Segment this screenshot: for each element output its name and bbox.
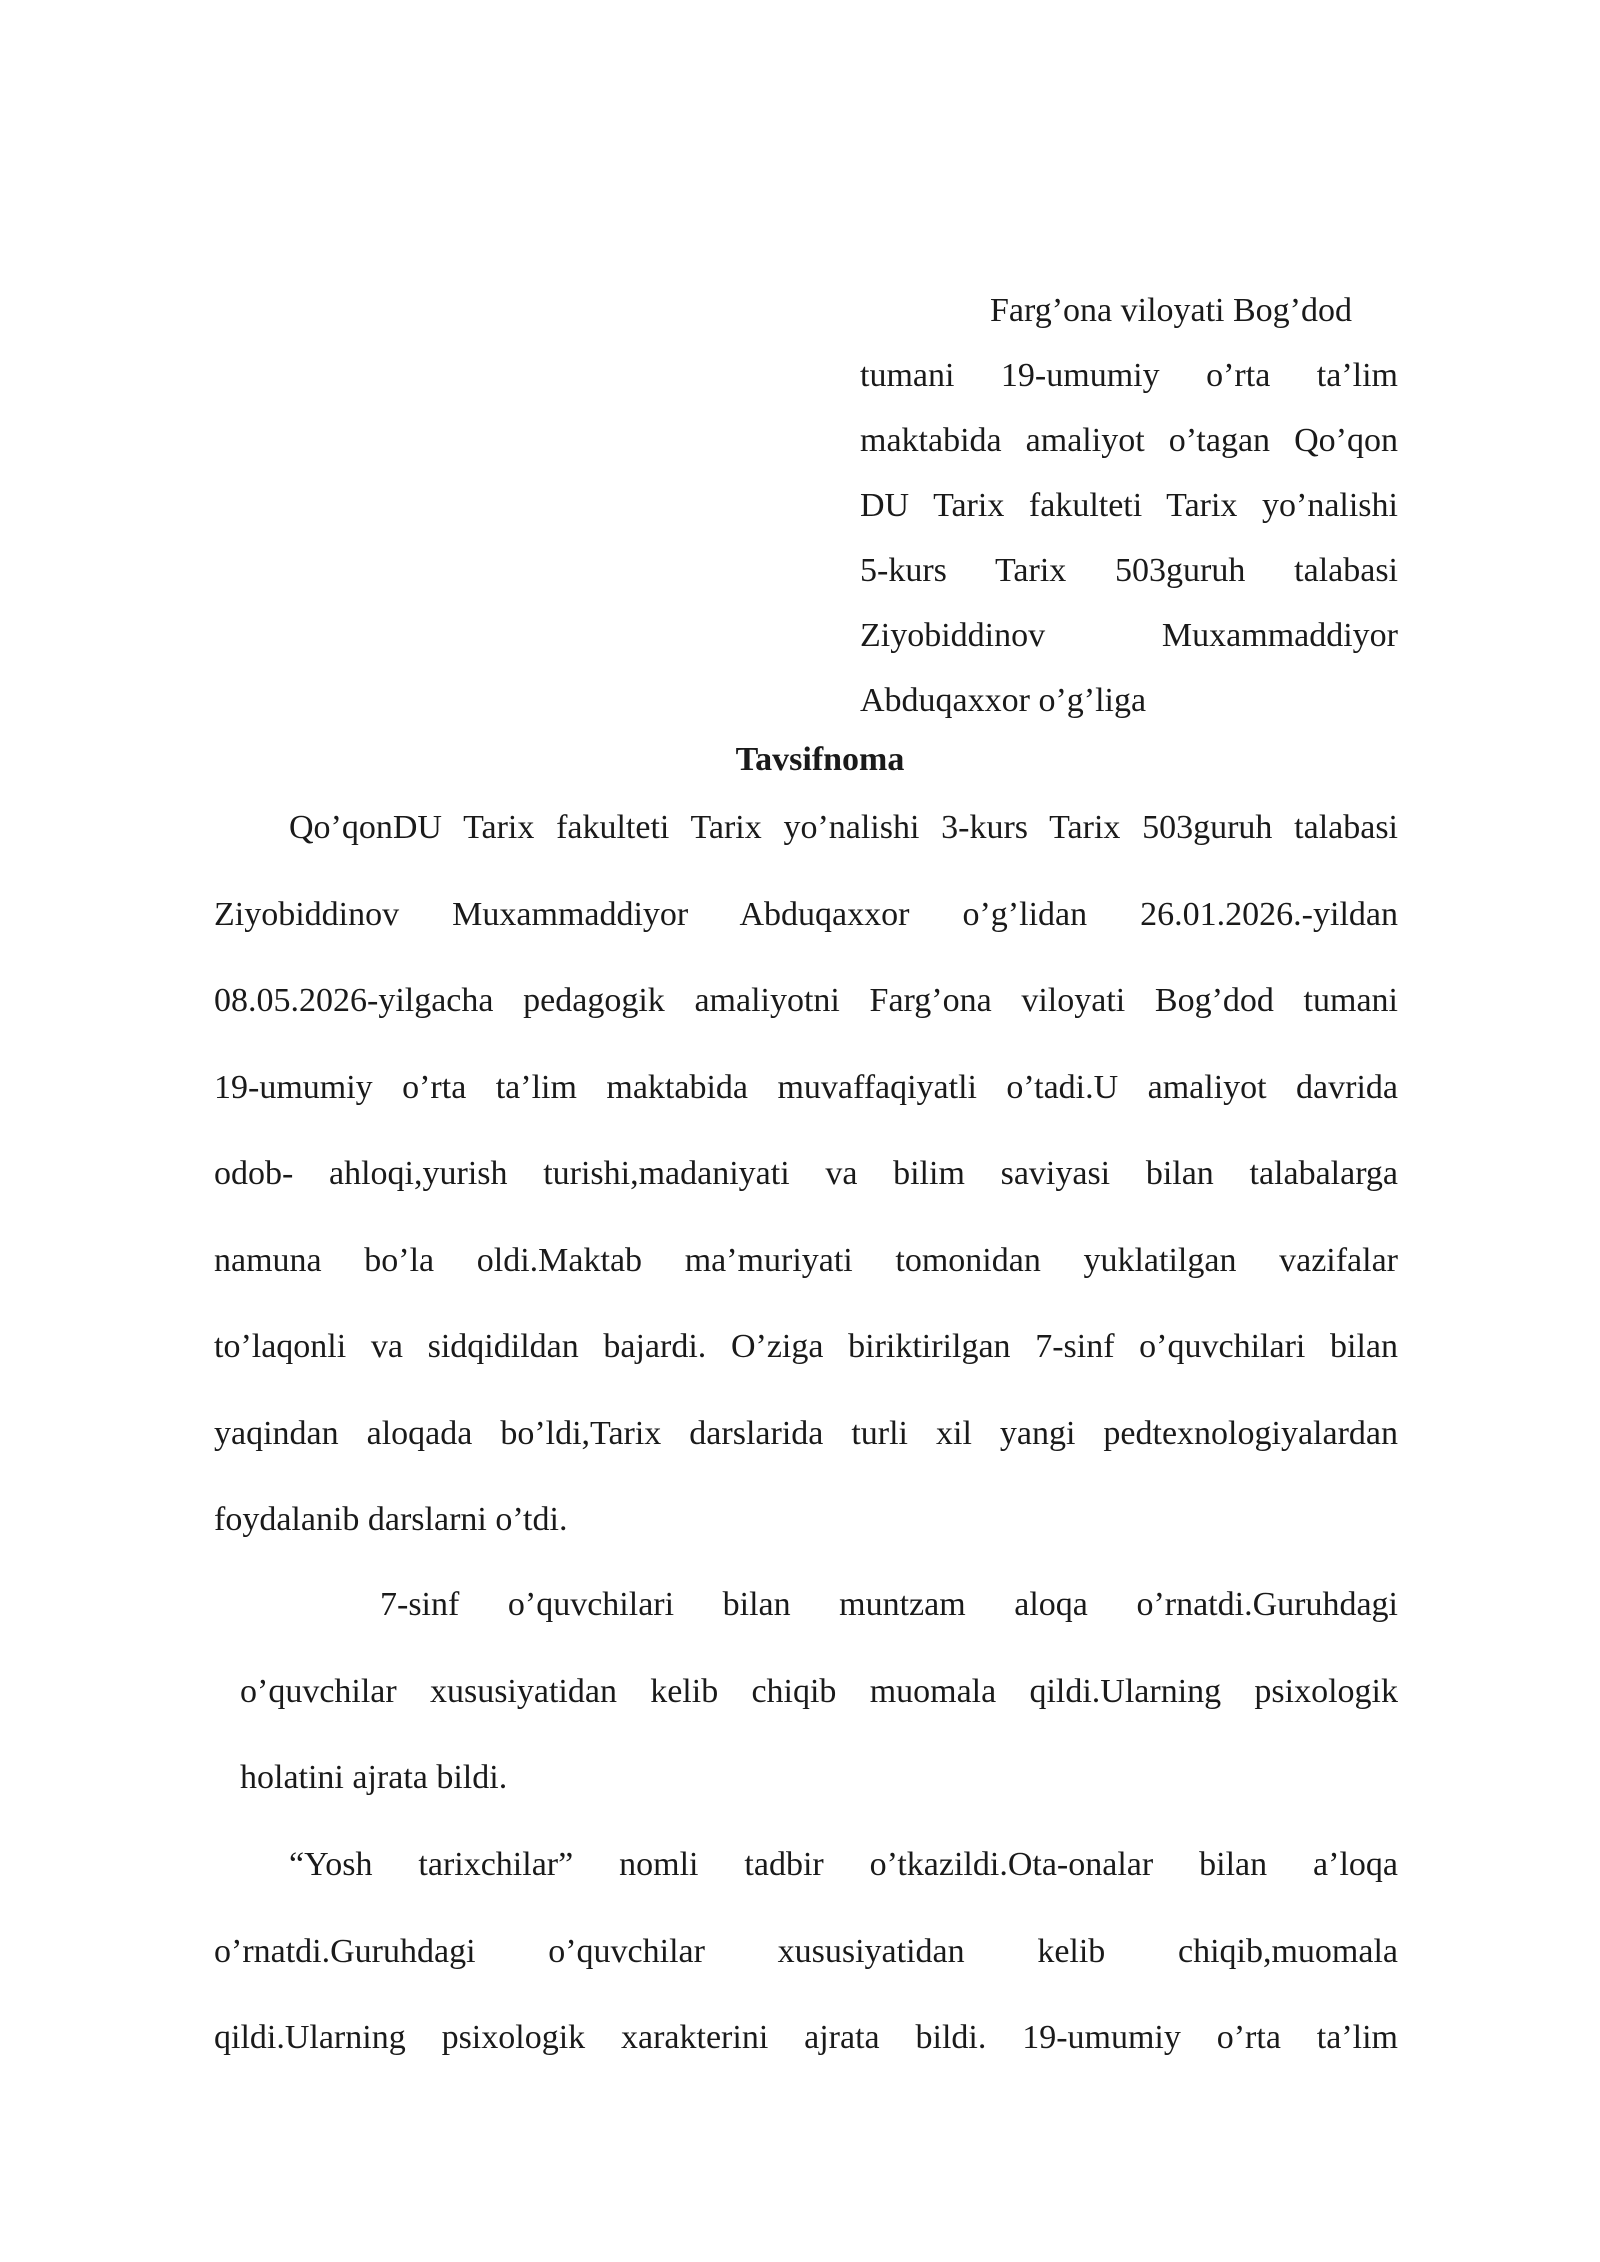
addressee-line: 5-kurs Tarix 503guruh talabasi xyxy=(860,552,1398,589)
paragraph-line: holatini ajrata bildi. xyxy=(240,1759,508,1796)
addressee-line: Abduqaxxor o’g’liga xyxy=(860,682,1147,719)
paragraph-line: yaqindan aloqada bo’ldi,Tarix darslarida turli xil yangi pedtexnologiyalardan xyxy=(214,1414,1398,1452)
addressee-line: DU Tarix fakulteti Tarix yo’nalishi xyxy=(860,487,1398,524)
paragraph-line: Qo’qonDU Tarix fakulteti Tarix yo’nalishi 3-kurs Tarix 503guruh talabasi xyxy=(289,809,1398,846)
paragraph-line: o’rnatdi.Guruhdagi o’quvchilar xususiyatidan kelib chiqib,muomala xyxy=(214,1932,1398,1970)
paragraph-line: o’quvchilar xususiyatidan kelib chiqib muomala qildi.Ularning psixologik xyxy=(240,1672,1398,1710)
paragraph-line: 7-sinf o’quvchilari bilan muntzam aloqa o’rnatdi.Guruhdagi xyxy=(380,1586,1398,1623)
paragraph-line: namuna bo’la oldi.Maktab ma’muriyati tomonidan yuklatilgan vazifalar xyxy=(214,1241,1398,1279)
paragraph-line: 19-umumiy o’rta ta’lim maktabida muvaffaqiyatli o’tadi.U amaliyot davrida xyxy=(214,1068,1398,1106)
paragraph-line: “Yosh tarixchilar” nomli tadbir o’tkazildi.Ota-onalar bilan a’loqa xyxy=(289,1846,1398,1883)
addressee-line: maktabida amaliyot o’tagan Qo’qon xyxy=(860,422,1398,459)
addressee-block xyxy=(860,278,1398,733)
paragraph-line: qildi.Ularning psixologik xarakterini ajrata bildi. 19-umumiy o’rta ta’lim xyxy=(214,2019,1398,2056)
body-paragraph-2 xyxy=(240,1562,1398,1822)
paragraph-line: odob- ahloqi,yurish turishi,madaniyati va bilim saviyasi bilan talabalarga xyxy=(214,1155,1398,1192)
addressee-line: Ziyobiddinov Muxammaddiyor xyxy=(860,617,1398,654)
paragraph-line: foydalanib darslarni o’tdi. xyxy=(214,1501,568,1538)
paragraph-line: Ziyobiddinov Muxammaddiyor Abduqaxxor o’g’lidan 26.01.2026.-yildan xyxy=(214,895,1398,933)
addressee-line: Farg’ona viloyati Bog’dod xyxy=(990,292,1352,329)
paragraph-line: 08.05.2026-yilgacha pedagogik amaliyotni Farg’ona viloyati Bog’dod tumani xyxy=(214,982,1398,1019)
body-paragraph-3 xyxy=(214,1822,1398,2082)
paragraph-line: to’laqonli va sidqidildan bajardi. O’ziga biriktirilgan 7-sinf o’quvchilari bilan xyxy=(214,1328,1398,1365)
document-title: Tavsifnoma xyxy=(735,741,905,778)
body-paragraph-1 xyxy=(214,785,1398,1564)
addressee-line: tumani 19-umumiy o’rta ta’lim xyxy=(860,357,1398,394)
